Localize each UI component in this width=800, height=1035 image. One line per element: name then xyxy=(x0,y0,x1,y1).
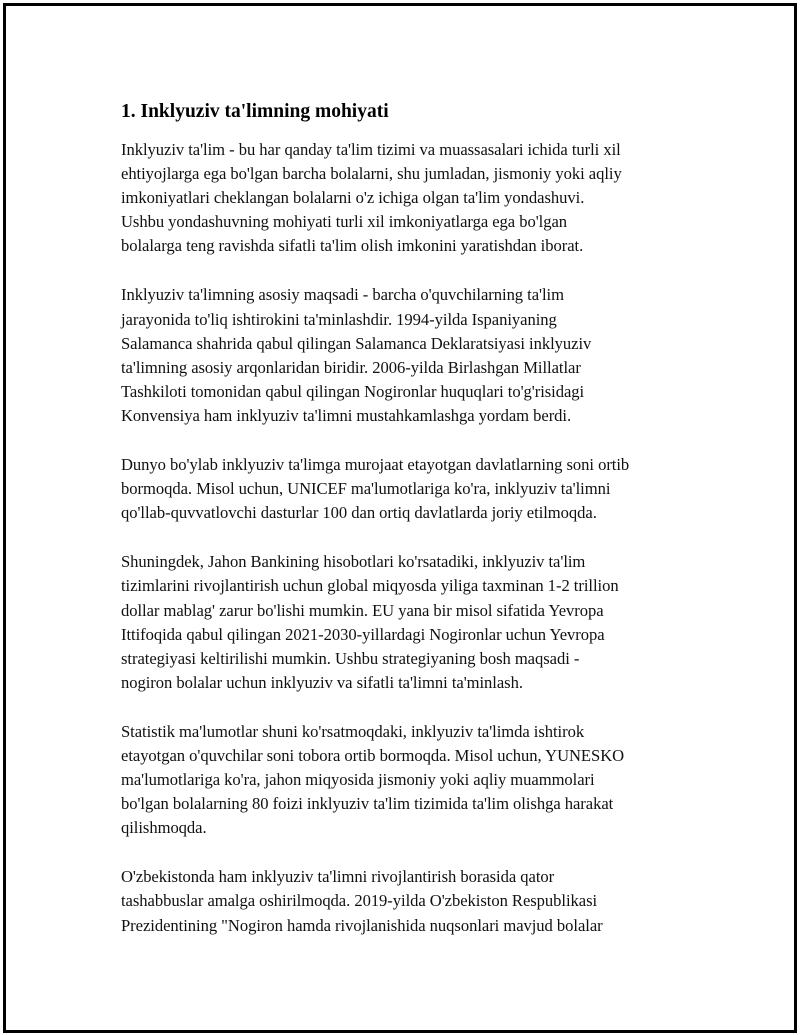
document-body xyxy=(121,99,701,963)
text-line: Konvensiya ham inklyuziv ta'limni mustahkamlashga yordam berdi. xyxy=(121,405,572,425)
paragraph-definition xyxy=(121,138,701,258)
text-line: Prezidentining "Nogiron hamda rivojlanishida nuqsonlari mavjud bolalar xyxy=(121,915,603,935)
text-line: qo'llab-quvvatlovchi dasturlar 100 dan ortiq davlatlarda joriy etilmoqda. xyxy=(121,503,597,523)
paragraph-world-trend xyxy=(121,453,701,525)
text-line: Statistik ma'lumotlar shuni ko'rsatmoqdaki, inklyuziv ta'limda ishtirok xyxy=(121,721,585,741)
text-line: imkoniyatlari cheklangan bolalarni o'z ichiga olgan ta'lim yondashuvi. xyxy=(121,188,585,208)
text-line: Ushbu yondashuvning mohiyati turli xil imkoniyatlarga ega bo'lgan xyxy=(121,212,568,232)
text-line: dollar mablag' zarur bo'lishi mumkin. EU yana bir misol sifatida Yevropa xyxy=(121,600,604,620)
text-line: Ittifoqida qabul qilingan 2021-2030-yillardagi Nogironlar uchun Yevropa xyxy=(121,624,605,644)
text-line: Salamanca shahrida qabul qilingan Salamanca Deklaratsiyasi inklyuziv xyxy=(121,333,592,353)
text-line: tizimlarini rivojlantirish uchun global miqyosda yiliga taxminan 1-2 trillion xyxy=(121,576,619,596)
section-heading: 1. Inklyuziv ta'limning mohiyati xyxy=(121,101,389,122)
text-line: jarayonida to'liq ishtirokini ta'minlashdir. 1994-yilda Ispaniyaning xyxy=(121,309,557,329)
paragraph-statistics xyxy=(121,720,701,840)
paragraph-funding xyxy=(121,550,701,695)
text-line: nogiron bolalar uchun inklyuziv va sifatli ta'limni ta'minlash. xyxy=(121,672,523,692)
paragraph-main-goal xyxy=(121,283,701,428)
text-line: O'zbekistonda ham inklyuziv ta'limni rivojlantirish borasida qator xyxy=(121,867,555,887)
text-line: Shuningdek, Jahon Bankining hisobotlari ko'rsatadiki, inklyuziv ta'lim xyxy=(121,552,586,572)
text-line: bo'lgan bolalarning 80 foizi inklyuziv ta'lim tizimida ta'lim olishga harakat xyxy=(121,794,614,814)
text-line: bolalarga teng ravishda sifatli ta'lim olish imkonini yaratishdan iborat. xyxy=(121,236,584,256)
text-line: ta'limning asosiy arqonlaridan biridir. 2006-yilda Birlashgan Millatlar xyxy=(121,357,581,377)
text-line: strategiyasi keltirilishi mumkin. Ushbu strategiyaning bosh maqsadi - xyxy=(121,648,580,668)
text-line: Inklyuziv ta'limning asosiy maqsadi - barcha o'quvchilarning ta'lim xyxy=(121,285,564,305)
paragraph-uzbekistan xyxy=(121,865,701,937)
text-line: Tashkiloti tomonidan qabul qilingan Nogironlar huquqlari to'g'risidagi xyxy=(121,381,585,401)
text-line: ma'lumotlariga ko'ra, jahon miqyosida jismoniy yoki aqliy muammolari xyxy=(121,770,595,790)
text-line: tashabbuslar amalga oshirilmoqda. 2019-yilda O'zbekiston Respublikasi xyxy=(121,891,598,911)
text-line: etayotgan o'quvchilar soni tobora ortib bormoqda. Misol uchun, YUNESKO xyxy=(121,745,625,765)
text-line: Dunyo bo'ylab inklyuziv ta'limga murojaat etayotgan davlatlarning soni ortib xyxy=(121,455,630,475)
text-line: ehtiyojlarga ega bo'lgan barcha bolalarni, shu jumladan, jismoniy yoki aqliy xyxy=(121,164,622,184)
document-page xyxy=(3,3,797,1033)
text-line: bormoqda. Misol uchun, UNICEF ma'lumotlariga ko'ra, inklyuziv ta'limni xyxy=(121,479,611,499)
text-line: qilishmoqda. xyxy=(121,818,207,838)
text-line: Inklyuziv ta'lim - bu har qanday ta'lim tizimi va muassasalari ichida turli xil xyxy=(121,140,621,159)
